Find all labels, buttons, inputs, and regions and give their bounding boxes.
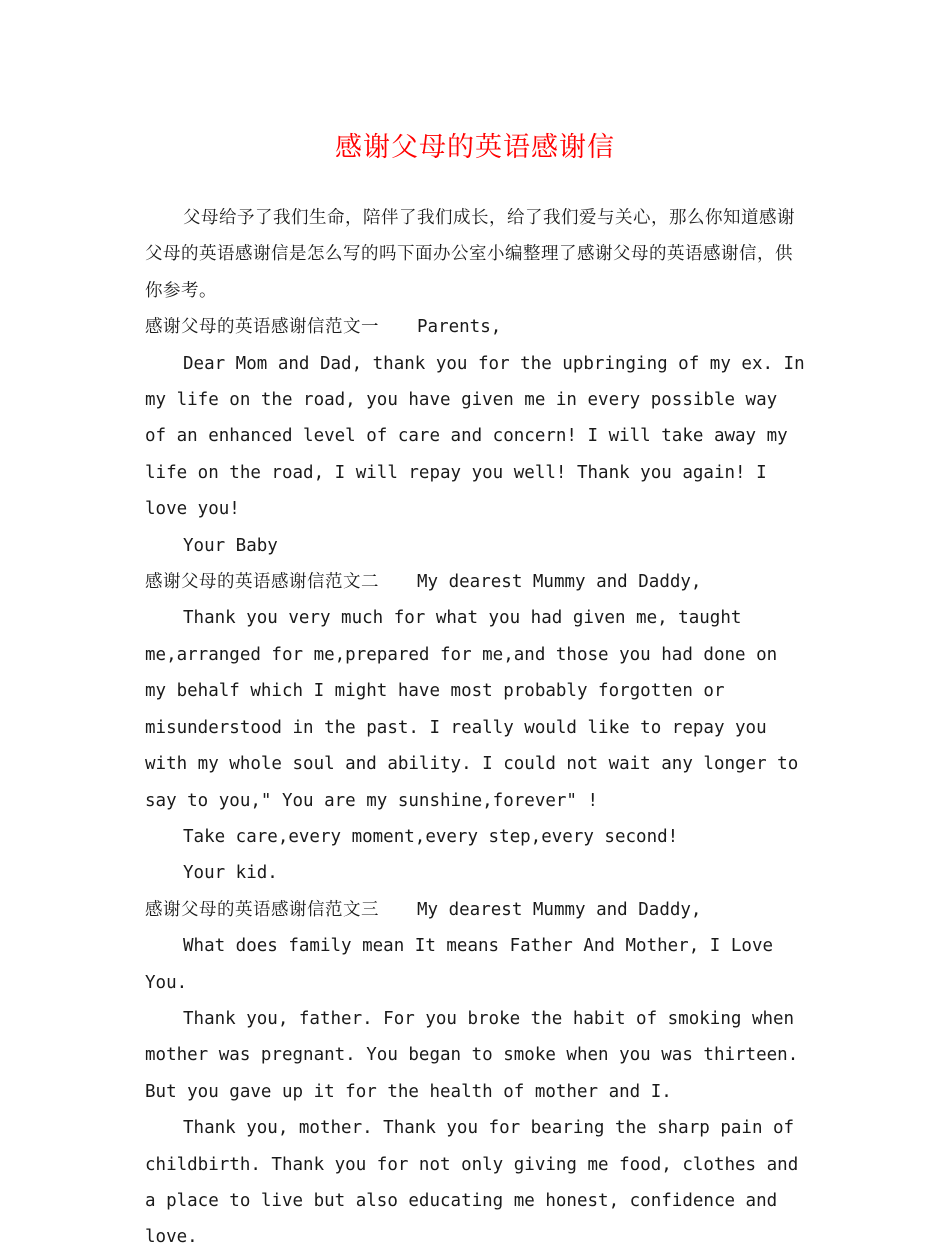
- document-body: [145, 200, 805, 1256]
- section-2-salutation: My dearest Mummy and Daddy,: [417, 572, 702, 593]
- page-title: 感谢父母的英语感谢信: [335, 132, 615, 163]
- section-1-heading-line: [145, 309, 805, 345]
- section-2-paragraph-1: Thank you very much for what you had given me, taught me,arranged for me,prepared for me,and those you had done on my behalf which I might have most probably forgotten or misunderstood in the past. I really would like to repay you with my whole soul and ability. I could not wait any longer to say to you," You are my sunshine,forever" !: [145, 608, 799, 811]
- section-3-paragraph-1: What does family mean It means Father And Mother, I Love You.: [145, 936, 774, 993]
- section-3-salutation: My dearest Mummy and Daddy,: [417, 899, 702, 920]
- intro-paragraph: 父母给予了我们生命，陪伴了我们成长，给了我们爱与关心，那么你知道感谢父母的英语感谢信是怎么写的吗下面办公室小编整理了感谢父母的英语感谢信，供你参考。: [145, 208, 795, 301]
- section-2-paragraph-2: Take care,every moment,every step,every second!: [183, 826, 679, 847]
- section-2-heading-line: [145, 564, 805, 600]
- section-3-paragraph-3: Thank you, mother. Thank you for bearing the sharp pain of childbirth. Thank you for not only giving me food, clothes and a place to live but also educating me honest, confidence and love.: [145, 1118, 799, 1248]
- section-3-paragraph-2: Thank you, father. For you broke the habit of smoking when mother was pregnant. You began to smoke when you was thirteen. But you gave up it for the health of mother and I.: [145, 1008, 799, 1102]
- section-3-heading: 感谢父母的英语感谢信范文三: [145, 899, 379, 920]
- section-1-salutation: Parents,: [417, 317, 502, 338]
- section-1-signoff: Your Baby: [183, 535, 278, 556]
- section-1-paragraph-1: Dear Mom and Dad, thank you for the upbringing of my ex. In my life on the road, you have given me in every possible way of an enhanced level of care and concern! I will take away my life on the road, I will repay you well! Thank you again! I love you!: [145, 353, 805, 520]
- section-3-heading-line: [145, 892, 805, 928]
- section-1-heading: 感谢父母的英语感谢信范文一: [145, 317, 379, 338]
- section-2-heading: 感谢父母的英语感谢信范文二: [145, 572, 379, 593]
- section-2-signoff: Your kid.: [183, 863, 278, 884]
